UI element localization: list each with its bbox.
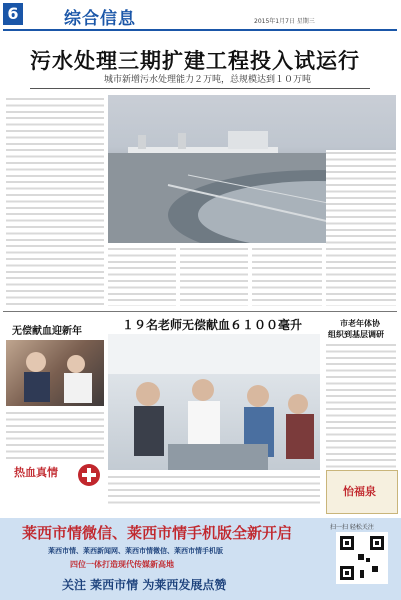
header-rule xyxy=(3,29,397,31)
dateline: 2015年1月7日 星期三 xyxy=(254,18,315,25)
right-story-title: 市老年体协 xyxy=(340,318,380,328)
banner-line-2: 莱西市情、莱西新闻网、莱西市情微信、莱西市情手机版 xyxy=(48,547,223,555)
left-story-title: 无偿献血迎新年 xyxy=(12,326,82,337)
banner-line-4: 关注 莱西市情 为莱西发展点赞 xyxy=(62,578,227,592)
left-story-body xyxy=(6,410,104,460)
red-cross-logo xyxy=(78,464,100,486)
ad-brand: 怡福泉 xyxy=(343,485,376,498)
lead-body-column-5 xyxy=(326,150,396,306)
middle-story-title: １９名老师无偿献血６１００毫升 xyxy=(122,318,303,332)
lead-headline: 污水处理三期扩建工程投入试运行 xyxy=(30,48,360,73)
lead-body-column-4 xyxy=(252,246,322,306)
section-title: 综合信息 xyxy=(64,9,136,29)
lead-body-column-2 xyxy=(108,246,176,306)
right-story-body xyxy=(326,342,396,468)
right-story-subtitle: 组织到基层调研 xyxy=(328,329,384,339)
section-divider xyxy=(3,311,397,312)
bottom-banner xyxy=(0,518,401,600)
badge-title: 热血真情 xyxy=(14,466,58,479)
middle-story-body xyxy=(108,474,320,504)
banner-line-3: 四位一体打造现代传媒新高地 xyxy=(70,560,174,569)
divider xyxy=(30,88,370,89)
middle-story-photo xyxy=(108,334,320,470)
lead-subheadline: 城市新增污水处理能力２万吨，总规模达到１０万吨 xyxy=(104,75,312,85)
page-number: 6 xyxy=(3,3,23,25)
banner-headline: 莱西市情微信、莱西市情手机版全新开启 xyxy=(22,524,293,542)
qr-label: 扫一扫 轻松关注 xyxy=(330,524,374,531)
left-story-photo xyxy=(6,340,104,406)
lead-body-column-3 xyxy=(180,246,248,306)
teachers-donating-photo xyxy=(108,334,320,470)
lead-body-column-1 xyxy=(6,96,104,306)
advertisement xyxy=(326,470,398,514)
qr-code-icon xyxy=(336,532,388,584)
blood-donation-photo xyxy=(6,340,104,406)
